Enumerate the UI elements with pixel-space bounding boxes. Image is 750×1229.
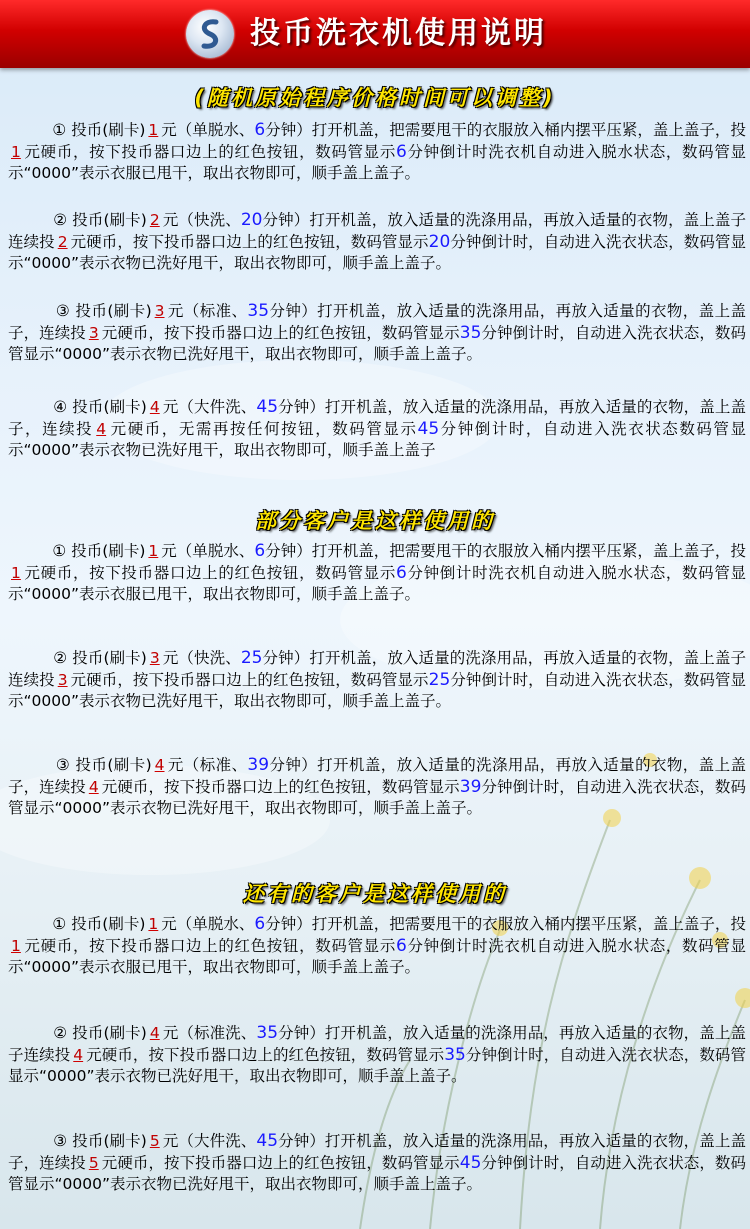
item-text: 分钟倒计时，自动进入洗衣状态，数码管显示“0000”表示衣物已洗好甩干，取出衣物即可，顺手盖上盖子。 [8, 232, 746, 272]
item-text: 元（大件洗、 [162, 1132, 257, 1150]
item-text: 元硬币，按下投币器口边上的红色按钮，数码管显示 [23, 563, 396, 582]
instruction-item [8, 301, 746, 366]
item-marker: ① [52, 121, 67, 139]
page-title: 投币洗衣机使用说明 [250, 16, 547, 51]
item-text: 分钟倒计时洗衣机自动进入脱水状态，数码管显示“0000”表示衣服已甩干，取出衣物即可，顺手盖上盖子。 [8, 563, 746, 603]
item-text: 元硬币，无需再按任何按钮，数码管显示 [109, 419, 418, 438]
item-text: 投币(刷卡) [72, 649, 147, 667]
instruction-item [8, 541, 746, 606]
item-text: 元（快洗、 [162, 649, 241, 667]
coin-amount: 1 [148, 542, 159, 560]
item-text: 分钟）打开机盖，把需要甩干的衣服放入桶内摆平压紧，盖上盖子，投 [265, 121, 746, 139]
item-text: 分钟倒计时洗衣机自动进入脱水状态，数码管显示“0000”表示衣服已甩干，取出衣物即可，顺手盖上盖子。 [8, 142, 746, 182]
item-marker: ② [53, 211, 68, 229]
minutes-value: 35 [247, 301, 270, 321]
item-marker: ② [53, 1024, 68, 1042]
item-text: 分钟倒计时，自动进入洗衣状态，数码管显示“0000”表示衣物已洗好甩干，取出衣物即可，顺手盖上盖子。 [8, 777, 746, 817]
item-text: 分钟倒计时洗衣机自动进入脱水状态，数码管显示“0000”表示衣服已甩干，取出衣物即可，顺手盖上盖子。 [8, 936, 746, 976]
minutes-value: 6 [254, 541, 266, 561]
minutes-value: 35 [459, 322, 482, 343]
coin-amount: 4 [73, 1045, 84, 1064]
coin-amount: 4 [88, 777, 99, 796]
instruction-item [8, 120, 746, 185]
item-text: 投币(刷卡) [72, 1132, 147, 1150]
item-text: 分钟倒计时，自动进入洗衣状态，数码管显示“0000”表示衣物已洗好甩干，取出衣物即可，顺手盖上盖子。 [8, 1153, 746, 1193]
coin-amount: 5 [149, 1132, 160, 1150]
coin-amount: 3 [88, 323, 99, 342]
item-text: 投币(刷卡) [71, 542, 146, 560]
item-text: 分钟）打开机盖，放入适量的洗涤用品，再放入适量的衣物，盖上盖子连续投 [8, 1024, 746, 1064]
item-text: 元硬币，按下投币器口边上的红色按钮，数码管显示 [23, 142, 396, 161]
instruction-item [8, 210, 746, 275]
minutes-value: 39 [459, 776, 482, 797]
item-text: 分钟）打开机盖，放入适量的洗涤用品，再放入适量的衣物，盖上盖子，连续投 [8, 756, 746, 796]
item-text: 分钟）打开机盖，放入适量的洗涤用品，再放入适量的衣物，盖上盖子连续投 [8, 649, 746, 689]
instruction-item [8, 914, 746, 979]
item-marker: ④ [53, 398, 68, 416]
minutes-value: 6 [396, 935, 407, 956]
item-text: 投币(刷卡) [75, 756, 152, 774]
coin-amount: 4 [149, 1024, 160, 1042]
item-text: 投币(刷卡) [72, 1024, 147, 1042]
item-text: 元硬币，按下投币器口边上的红色按钮，数码管显示 [101, 1153, 460, 1172]
coin-amount: 1 [11, 142, 21, 161]
item-text: 元硬币，按下投币器口边上的红色按钮，数码管显示 [70, 670, 429, 689]
coin-amount: 1 [11, 563, 21, 582]
item-text: 元（标准洗、 [162, 1024, 257, 1042]
item-text: 元（单脱水、 [161, 542, 255, 560]
minutes-value: 25 [428, 669, 451, 690]
minutes-value: 6 [396, 141, 407, 162]
instruction-item [8, 1131, 746, 1196]
coin-amount: 4 [149, 398, 160, 416]
instruction-item [8, 397, 746, 462]
coin-amount: 3 [57, 670, 68, 689]
coin-amount: 2 [149, 211, 160, 229]
section-title: 部分客户是这样使用的 [255, 509, 495, 533]
item-marker: ③ [53, 1132, 68, 1150]
coin-amount: 2 [57, 232, 68, 251]
item-text: 分钟）打开机盖，放入适量的洗涤用品，再放入适量的衣物，盖上盖子，连续投 [8, 398, 746, 438]
item-text: 分钟倒计时，自动进入洗衣状态，数码管显示“0000”表示衣物已洗好甩干，取出衣物即可，顺手盖上盖子。 [8, 670, 746, 710]
coin-amount: 4 [154, 756, 165, 774]
item-text: 元硬币，按下投币器口边上的红色按钮，数码管显示 [70, 232, 429, 251]
instruction-item [8, 648, 746, 713]
instruction-item [8, 1023, 746, 1088]
item-text: 分钟）打开机盖，放入适量的洗涤用品，再放入适量的衣物，盖上盖子，连续投 [8, 1132, 746, 1172]
coin-amount: 5 [88, 1153, 99, 1172]
minutes-value: 45 [417, 418, 440, 439]
item-text: 分钟）打开机盖，把需要甩干的衣服放入桶内摆平压紧，盖上盖子，投 [265, 915, 746, 933]
minutes-value: 35 [444, 1044, 466, 1065]
item-marker: ① [52, 542, 67, 560]
item-text: 元硬币，按下投币器口边上的红色按钮，数码管显示 [86, 1045, 445, 1064]
header-bar [0, 0, 750, 68]
item-marker: ③ [55, 302, 71, 320]
item-text: 元（单脱水、 [161, 121, 255, 139]
item-text: 投币(刷卡) [71, 121, 146, 139]
section-title: (随机原始程序价格时间可以调整) [194, 86, 556, 110]
item-marker: ③ [55, 756, 71, 774]
coin-amount: 1 [11, 936, 21, 955]
item-text: 投币(刷卡) [72, 211, 147, 229]
item-text: 分钟倒计时，自动进入洗衣状态数码管显示“0000”表示衣物已洗好甩干，取出衣物即可，顺手盖上盖子 [8, 419, 746, 459]
item-marker: ② [53, 649, 68, 667]
item-text: 元（快洗、 [162, 211, 241, 229]
minutes-value: 6 [396, 562, 407, 583]
coin-amount: 3 [149, 649, 160, 667]
minutes-value: 45 [256, 397, 279, 417]
item-text: 分钟）打开机盖，把需要甩干的衣服放入桶内摆平压紧，盖上盖子，投 [265, 542, 746, 560]
instruction-item [8, 755, 746, 820]
item-text: 分钟倒计时，自动进入洗衣状态，数码管显示“0000”表示衣物已洗好甩干，取出衣物即可，顺手盖上盖子。 [8, 1045, 746, 1085]
coin-amount: 1 [148, 121, 159, 139]
item-text: 元（单脱水、 [161, 915, 255, 933]
item-marker: ① [52, 915, 67, 933]
item-text: 元硬币，按下投币器口边上的红色按钮，数码管显示 [101, 323, 460, 342]
item-text: 投币(刷卡) [71, 915, 146, 933]
item-text: 元（标准、 [167, 756, 248, 774]
coin-amount: 1 [148, 915, 159, 933]
item-text: 分钟）打开机盖，放入适量的洗涤用品，再放入适量的衣物，盖上盖子，连续投 [8, 302, 746, 342]
logo-icon [186, 10, 234, 58]
item-text: 元（标准、 [167, 302, 248, 320]
minutes-value: 25 [240, 648, 263, 668]
minutes-value: 35 [256, 1023, 279, 1043]
minutes-value: 20 [240, 210, 263, 230]
minutes-value: 6 [254, 914, 266, 934]
item-text: 元（大件洗、 [162, 398, 257, 416]
minutes-value: 20 [428, 231, 451, 252]
item-text: 投币(刷卡) [75, 302, 152, 320]
coin-amount: 4 [96, 419, 107, 438]
item-text: 分钟）打开机盖，放入适量的洗涤用品，再放入适量的衣物，盖上盖子连续投 [8, 211, 746, 251]
minutes-value: 39 [247, 755, 270, 775]
minutes-value: 6 [254, 120, 266, 140]
item-text: 投币(刷卡) [72, 398, 147, 416]
section-title: 还有的客户是这样使用的 [243, 882, 507, 906]
coin-amount: 3 [154, 302, 165, 320]
item-text: 元硬币，按下投币器口边上的红色按钮，数码管显示 [101, 777, 460, 796]
item-text: 分钟倒计时，自动进入洗衣状态，数码管显示“0000”表示衣物已洗好甩干，取出衣物即可，顺手盖上盖子。 [8, 323, 746, 363]
minutes-value: 45 [459, 1152, 482, 1173]
item-text: 元硬币，按下投币器口边上的红色按钮，数码管显示 [23, 936, 396, 955]
minutes-value: 45 [256, 1131, 279, 1151]
